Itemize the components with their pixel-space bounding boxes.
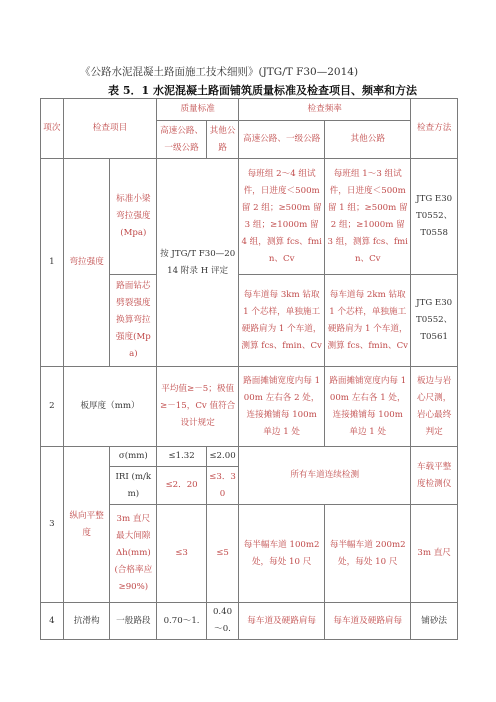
header-freq-highway: 高速公路、一级公路	[239, 121, 325, 159]
row-standard-other: 0.40～0.	[206, 603, 238, 640]
row-freq-other: 每车道及硬路肩每	[325, 603, 411, 640]
document-subtitle: 《公路水泥混凝土路面施工技术细则》(JTG/T F30—2014)	[80, 66, 359, 78]
row-freq-other: 每半幅车道 200m2 处，每处 10 尺	[325, 505, 411, 603]
row-method: 车载平整度检测仪	[411, 447, 458, 505]
row-freq-highway: 每车道及硬路肩每	[239, 603, 325, 640]
header-item: 检查项目	[63, 99, 156, 159]
row-subitem: 标准小梁弯拉强度(Mpa)	[110, 159, 157, 275]
row-item: 纵向平整度	[63, 447, 110, 603]
row-standard: 平均值≥－5；极值≥－15，Cv 值符合设计规定	[157, 367, 239, 447]
row-standard-highway: ≤1.32	[157, 447, 207, 467]
header-method: 检查方法	[411, 99, 458, 159]
row-method: 板边与岩心尺测，岩心最终判定	[411, 367, 458, 447]
header-quality-standard: 质量标准	[157, 99, 239, 121]
row-item: 抗滑构	[63, 603, 110, 640]
table-row	[41, 603, 458, 640]
table-row	[41, 447, 458, 467]
row-freq-other: 路面摊铺宽度内每 100m 左右各 1 处，连接摊铺每 100m 单边 1 处	[325, 367, 411, 447]
table-title: 表 5．1 水泥混凝土路面铺筑质量标准及检查项目、频率和方法	[108, 84, 417, 97]
row-no: 1	[41, 159, 64, 367]
row-no: 2	[41, 367, 64, 447]
header-freq-other: 其他公路	[325, 121, 411, 159]
row-method: 铺砂法	[411, 603, 458, 640]
row-standard-highway: ≤2．20	[157, 467, 207, 505]
header-no: 项次	[41, 99, 64, 159]
header-highway: 高速公路、一级公路	[157, 121, 207, 159]
row-item: 板厚度（mm）	[63, 367, 156, 447]
row-no: 4	[41, 603, 64, 640]
row-standard-highway: 0.70～1.	[157, 603, 207, 640]
row-standard: 按 JTG/T F30—2014 附录 H 评定	[157, 159, 239, 367]
table-header-row	[41, 99, 458, 121]
row-subitem: σ(mm)	[110, 447, 157, 467]
table-row	[41, 159, 458, 275]
row-subitem: 路面钻芯劈裂强度换算弯拉强度(Mpa)	[110, 275, 157, 367]
row-item: 弯拉强度	[63, 159, 110, 367]
quality-standard-table	[40, 98, 458, 640]
row-freq-highway: 每半幅车道 100m2 处，每处 10 尺	[239, 505, 325, 603]
row-freq-other: 每车道每 2km 钻取 1 个芯样，单独施工硬路肩为 1 个车道，测算 fcs、fmin、Cv	[325, 275, 411, 367]
row-standard-other: ≤2.00	[206, 447, 238, 467]
header-frequency: 检查频率	[239, 99, 411, 121]
row-frequency: 所有车道连续检测	[239, 447, 411, 505]
row-subitem: 3m 直尺最大间隙 Δh(mm)(合格率应≥90%)	[110, 505, 157, 603]
row-method: 3m 直尺	[411, 505, 458, 603]
row-standard-other: ≤3．30	[206, 467, 238, 505]
row-method: JTG E30 T0552、T0561	[411, 275, 458, 367]
row-freq-other: 每班组 1～3 组试件，日进度＜500m 留 1 组；≥500m 留 2 组；≥1000m 留 3 组，测算 fcs、fmin、Cv	[325, 159, 411, 275]
row-standard-other: ≤5	[206, 505, 238, 603]
header-other: 其他公路	[206, 121, 238, 159]
row-standard-highway: ≤3	[157, 505, 207, 603]
table-row	[41, 367, 458, 447]
row-method: JTG E30 T0552、T0558	[411, 159, 458, 275]
row-subitem: 一般路段	[110, 603, 157, 640]
row-freq-highway: 每班组 2～4 组试件，日进度＜500m 留 2 组；≥500m 留 3 组；≥1000m 留 4 组，测算 fcs、fmin、Cv	[239, 159, 325, 275]
row-freq-highway: 路面摊铺宽度内每 100m 左右各 2 处，连接摊铺每 100m 单边 1 处	[239, 367, 325, 447]
row-no: 3	[41, 447, 64, 603]
row-freq-highway: 每车道每 3km 钻取 1 个芯样，单独施工硬路肩为 1 个车道，测算 fcs、fmin、Cv	[239, 275, 325, 367]
row-subitem: IRI (m/km)	[110, 467, 157, 505]
